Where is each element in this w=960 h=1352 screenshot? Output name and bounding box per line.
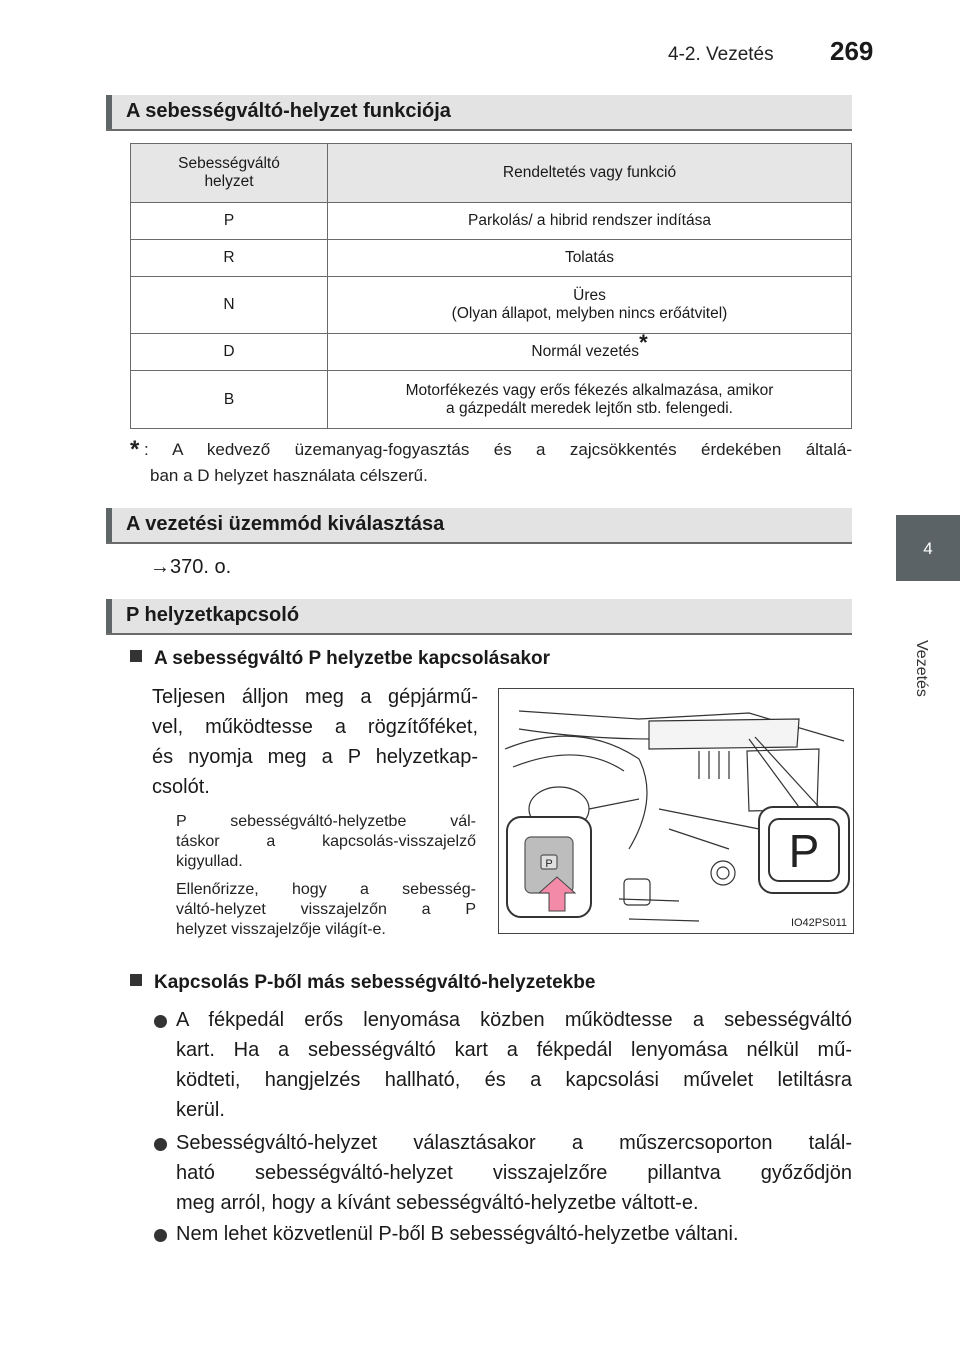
subsection-heading: A sebességváltó P helyzetbe kapcsolásakor [130,648,550,670]
footnote-marker: * [639,330,648,355]
table-cell-position: D [131,334,328,371]
table-row [131,277,852,334]
section-heading-text: P helyzetkapcsoló [126,604,300,626]
table-cell-text: Normál vezetés [531,343,640,360]
section-heading-bar [106,599,112,633]
small-p-label: P [545,858,553,870]
subsection-heading: Kapcsolás P-ből más sebességváltó-helyzetekbe [130,972,595,994]
big-p-label: P [788,825,820,877]
dashboard-drawing [499,689,853,933]
table-cell-function: Tolatás [328,240,852,277]
table-row [131,334,852,371]
table-cell-function [328,371,852,429]
table-cell-position: P [131,203,328,240]
section-heading-bar [106,508,112,542]
bullet-dot-icon [154,1138,167,1151]
table-header-position: Sebességváltó helyzet [131,144,328,203]
section-heading-text: A sebességváltó-helyzet funkciója [126,100,451,122]
note-paragraph: Ellenőrizze, hogy a sebesség- váltó-helyzet visszajelzőn a P helyzet visszajelzője világít-e. [176,881,476,938]
square-bullet-icon [130,974,142,986]
chapter-tab-number: 4 [923,539,933,558]
chapter-tab-label: Vezetés [913,640,930,697]
chapter-section-label: 4-2. Vezetés [668,44,774,65]
section-heading-gear-function [106,95,852,131]
table-cell-position: R [131,240,328,277]
square-bullet-icon [130,650,142,662]
table-cell-line: (Olyan állapot, melyben nincs erőátvitel) [451,305,728,322]
section-heading-p-switch [106,599,852,635]
footnote-line: ban a D helyzet használata célszerű. [150,466,428,485]
table-cell-function [328,277,852,334]
table-cell-position: N [131,277,328,334]
bullet-dot-icon [154,1015,167,1028]
section-heading-drive-mode [106,508,852,544]
footnote-line: : A kedvező üzemanyag-fogyasztás és a zajcsökkentés érdekében általá- [144,440,852,459]
table-row [131,371,852,429]
table-cell-function: Parkolás/ a hibrid rendszer indítása [328,203,852,240]
table-row [131,240,852,277]
table-header-function: Rendeltetés vagy funkció [328,144,852,203]
footnote-star: * [130,436,140,463]
table-cell-line: Motorfékezés vagy erős fékezés alkalmazása, amikor [405,381,774,399]
dashboard-illustration [498,688,854,934]
note-paragraph: P sebességváltó-helyzetbe vál- táskor a kapcsolás-visszajelző kigyullad. [176,813,476,870]
page-reference-link[interactable]: →370. o. [150,556,232,578]
chapter-tab [896,515,960,581]
table-cell-position: B [131,371,328,429]
table-header-row [131,144,852,203]
page-number: 269 [830,36,874,66]
table-cell-line: a gázpedált meredek lejtőn stb. felengedi. [446,399,733,417]
section-heading-text: A vezetési üzemmód kiválasztása [126,513,445,535]
table-cell-function [328,330,852,371]
gear-position-table [130,143,852,429]
section-heading-bar [106,95,112,129]
table-cell-line: Üres [573,287,606,304]
instruction-paragraph: Teljesen álljon meg a gépjármű- vel, működtesse a rögzítőféket, és nyomja meg a P helyzetkap- csolót. [152,686,478,798]
table-row [131,203,852,240]
figure-code: IO42PS011 [790,917,847,929]
bullet-dot-icon [154,1229,167,1242]
